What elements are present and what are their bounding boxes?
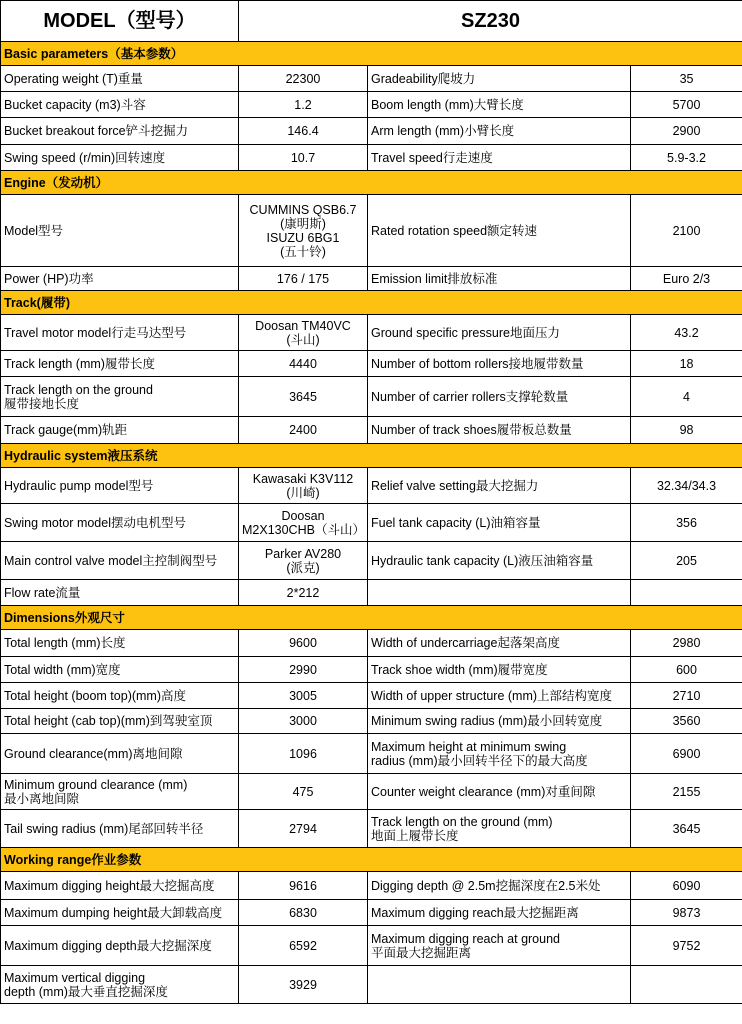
param-value: 22300: [239, 66, 368, 92]
param-value: 6830: [239, 900, 368, 926]
spec-row: [1, 657, 742, 683]
param-label: Total width (mm)宽度: [1, 657, 239, 683]
model-header-row: [1, 1, 742, 42]
param-label: Width of upper structure (mm)上部结构宽度: [368, 683, 631, 709]
param-value: 6090: [631, 872, 742, 900]
param-value: [631, 966, 742, 1004]
spec-row: [1, 966, 742, 1004]
param-label: Maximum digging depth最大挖掘深度: [1, 926, 239, 966]
param-value: 2990: [239, 657, 368, 683]
param-label: Travel speed行走速度: [368, 145, 631, 171]
section-title: Working range作业参数: [1, 848, 742, 872]
param-label: Relief valve setting最大挖掘力: [368, 468, 631, 504]
param-value: 5.9-3.2: [631, 145, 742, 171]
param-label: Minimum ground clearance (mm) 最小离地间隙: [1, 774, 239, 810]
param-label: Swing speed (r/min)回转速度: [1, 145, 239, 171]
param-label: Width of undercarriage起落架高度: [368, 630, 631, 657]
param-label: Maximum digging reach at ground 平面最大挖掘距离: [368, 926, 631, 966]
param-label: Arm length (mm)小臂长度: [368, 118, 631, 145]
param-label: Gradeability爬坡力: [368, 66, 631, 92]
section-title: Hydraulic system液压系统: [1, 444, 742, 468]
param-value: CUMMINS QSB6.7 (康明斯) ISUZU 6BG1 (五十铃): [239, 195, 368, 267]
spec-row: [1, 810, 742, 848]
param-label: Track length on the ground 履带接地长度: [1, 377, 239, 417]
param-label: Track length on the ground (mm) 地面上履带长度: [368, 810, 631, 848]
spec-row: [1, 315, 742, 351]
param-value: Kawasaki K3V112 (川崎): [239, 468, 368, 504]
param-value: 3645: [239, 377, 368, 417]
spec-row: [1, 145, 742, 171]
param-value: 3929: [239, 966, 368, 1004]
param-value: 6900: [631, 734, 742, 774]
section-title: Basic parameters（基本参数）: [1, 42, 742, 66]
param-value: 10.7: [239, 145, 368, 171]
param-label: Minimum swing radius (mm)最小回转宽度: [368, 709, 631, 734]
param-value: 146.4: [239, 118, 368, 145]
param-value: 3000: [239, 709, 368, 734]
model-label: MODEL（型号）: [1, 1, 239, 42]
section-header: [1, 291, 742, 315]
param-value: 9600: [239, 630, 368, 657]
spec-row: [1, 734, 742, 774]
param-value: 32.34/34.3: [631, 468, 742, 504]
param-label: Hydraulic tank capacity (L)液压油箱容量: [368, 542, 631, 580]
param-label: Ground specific pressure地面压力: [368, 315, 631, 351]
param-value: 6592: [239, 926, 368, 966]
param-label: Hydraulic pump model型号: [1, 468, 239, 504]
param-value: 4440: [239, 351, 368, 377]
param-value: 2400: [239, 417, 368, 444]
param-label: Ground clearance(mm)离地间隙: [1, 734, 239, 774]
param-label: Total height (cab top)(mm)到驾驶室顶: [1, 709, 239, 734]
param-label: Maximum digging reach最大挖掘距离: [368, 900, 631, 926]
param-value: 475: [239, 774, 368, 810]
spec-row: [1, 417, 742, 444]
spec-row: [1, 504, 742, 542]
spec-row: [1, 542, 742, 580]
param-label: Bucket capacity (m3)斗容: [1, 92, 239, 118]
spec-row: [1, 195, 742, 267]
section-title: Dimensions外观尺寸: [1, 606, 742, 630]
param-label: Rated rotation speed额定转速: [368, 195, 631, 267]
param-value: 2100: [631, 195, 742, 267]
spec-row: [1, 774, 742, 810]
param-value: 1096: [239, 734, 368, 774]
param-label: Track shoe width (mm)履带宽度: [368, 657, 631, 683]
param-label: Maximum dumping height最大卸载高度: [1, 900, 239, 926]
section-title: Track(履带): [1, 291, 742, 315]
param-label: Boom length (mm)大臂长度: [368, 92, 631, 118]
param-label: Model型号: [1, 195, 239, 267]
param-value: 600: [631, 657, 742, 683]
param-value: Doosan TM40VC (斗山): [239, 315, 368, 351]
param-label: Swing motor model摆动电机型号: [1, 504, 239, 542]
param-value: Parker AV280 (派克): [239, 542, 368, 580]
param-value: 9616: [239, 872, 368, 900]
param-label: Maximum digging height最大挖掘高度: [1, 872, 239, 900]
param-label: Fuel tank capacity (L)油箱容量: [368, 504, 631, 542]
param-label: Power (HP)功率: [1, 267, 239, 291]
section-header: [1, 606, 742, 630]
param-value: 98: [631, 417, 742, 444]
spec-row: [1, 926, 742, 966]
param-label: Tail swing radius (mm)尾部回转半径: [1, 810, 239, 848]
param-label: [368, 580, 631, 606]
spec-row: [1, 630, 742, 657]
param-label: [368, 966, 631, 1004]
param-value: 2900: [631, 118, 742, 145]
param-label: Operating weight (T)重量: [1, 66, 239, 92]
spec-row: [1, 351, 742, 377]
param-value: 2980: [631, 630, 742, 657]
param-label: Total length (mm)长度: [1, 630, 239, 657]
param-value: 2710: [631, 683, 742, 709]
param-value: 4: [631, 377, 742, 417]
param-value: 176 / 175: [239, 267, 368, 291]
param-label: Main control valve model主控制阀型号: [1, 542, 239, 580]
param-label: Total height (boom top)(mm)高度: [1, 683, 239, 709]
param-value: 9873: [631, 900, 742, 926]
param-value: 3645: [631, 810, 742, 848]
section-title: Engine（发动机）: [1, 171, 742, 195]
param-value: 205: [631, 542, 742, 580]
param-value: Doosan M2X130CHB（斗山）: [239, 504, 368, 542]
param-value: 9752: [631, 926, 742, 966]
spec-row: [1, 709, 742, 734]
spec-table-body: [1, 1, 742, 1004]
param-label: Digging depth @ 2.5m挖掘深度在2.5米处: [368, 872, 631, 900]
param-label: Counter weight clearance (mm)对重间隙: [368, 774, 631, 810]
spec-row: [1, 118, 742, 145]
param-label: Number of carrier rollers支撑轮数量: [368, 377, 631, 417]
param-value: Euro 2/3: [631, 267, 742, 291]
param-label: Number of bottom rollers接地履带数量: [368, 351, 631, 377]
param-value: 2*212: [239, 580, 368, 606]
param-value: 3560: [631, 709, 742, 734]
param-value: 1.2: [239, 92, 368, 118]
param-value: 356: [631, 504, 742, 542]
param-value: 2155: [631, 774, 742, 810]
param-value: [631, 580, 742, 606]
param-value: 35: [631, 66, 742, 92]
model-value: SZ230: [239, 1, 742, 42]
spec-row: [1, 900, 742, 926]
spec-row: [1, 66, 742, 92]
spec-row: [1, 468, 742, 504]
section-header: [1, 171, 742, 195]
section-header: [1, 42, 742, 66]
param-value: 18: [631, 351, 742, 377]
spec-row: [1, 92, 742, 118]
param-label: Bucket breakout force铲斗挖掘力: [1, 118, 239, 145]
param-value: 2794: [239, 810, 368, 848]
param-label: Number of track shoes履带板总数量: [368, 417, 631, 444]
param-value: 3005: [239, 683, 368, 709]
spec-row: [1, 267, 742, 291]
section-header: [1, 444, 742, 468]
param-label: Maximum vertical digging depth (mm)最大垂直挖掘深度: [1, 966, 239, 1004]
param-label: Track gauge(mm)轨距: [1, 417, 239, 444]
spec-row: [1, 872, 742, 900]
param-label: Flow rate流量: [1, 580, 239, 606]
spec-row: [1, 580, 742, 606]
param-value: 43.2: [631, 315, 742, 351]
param-label: Track length (mm)履带长度: [1, 351, 239, 377]
param-label: Emission limit排放标准: [368, 267, 631, 291]
param-value: 5700: [631, 92, 742, 118]
section-header: [1, 848, 742, 872]
param-label: Travel motor model行走马达型号: [1, 315, 239, 351]
param-label: Maximum height at minimum swing radius (mm)最小回转半径下的最大高度: [368, 734, 631, 774]
spec-row: [1, 377, 742, 417]
spec-row: [1, 683, 742, 709]
